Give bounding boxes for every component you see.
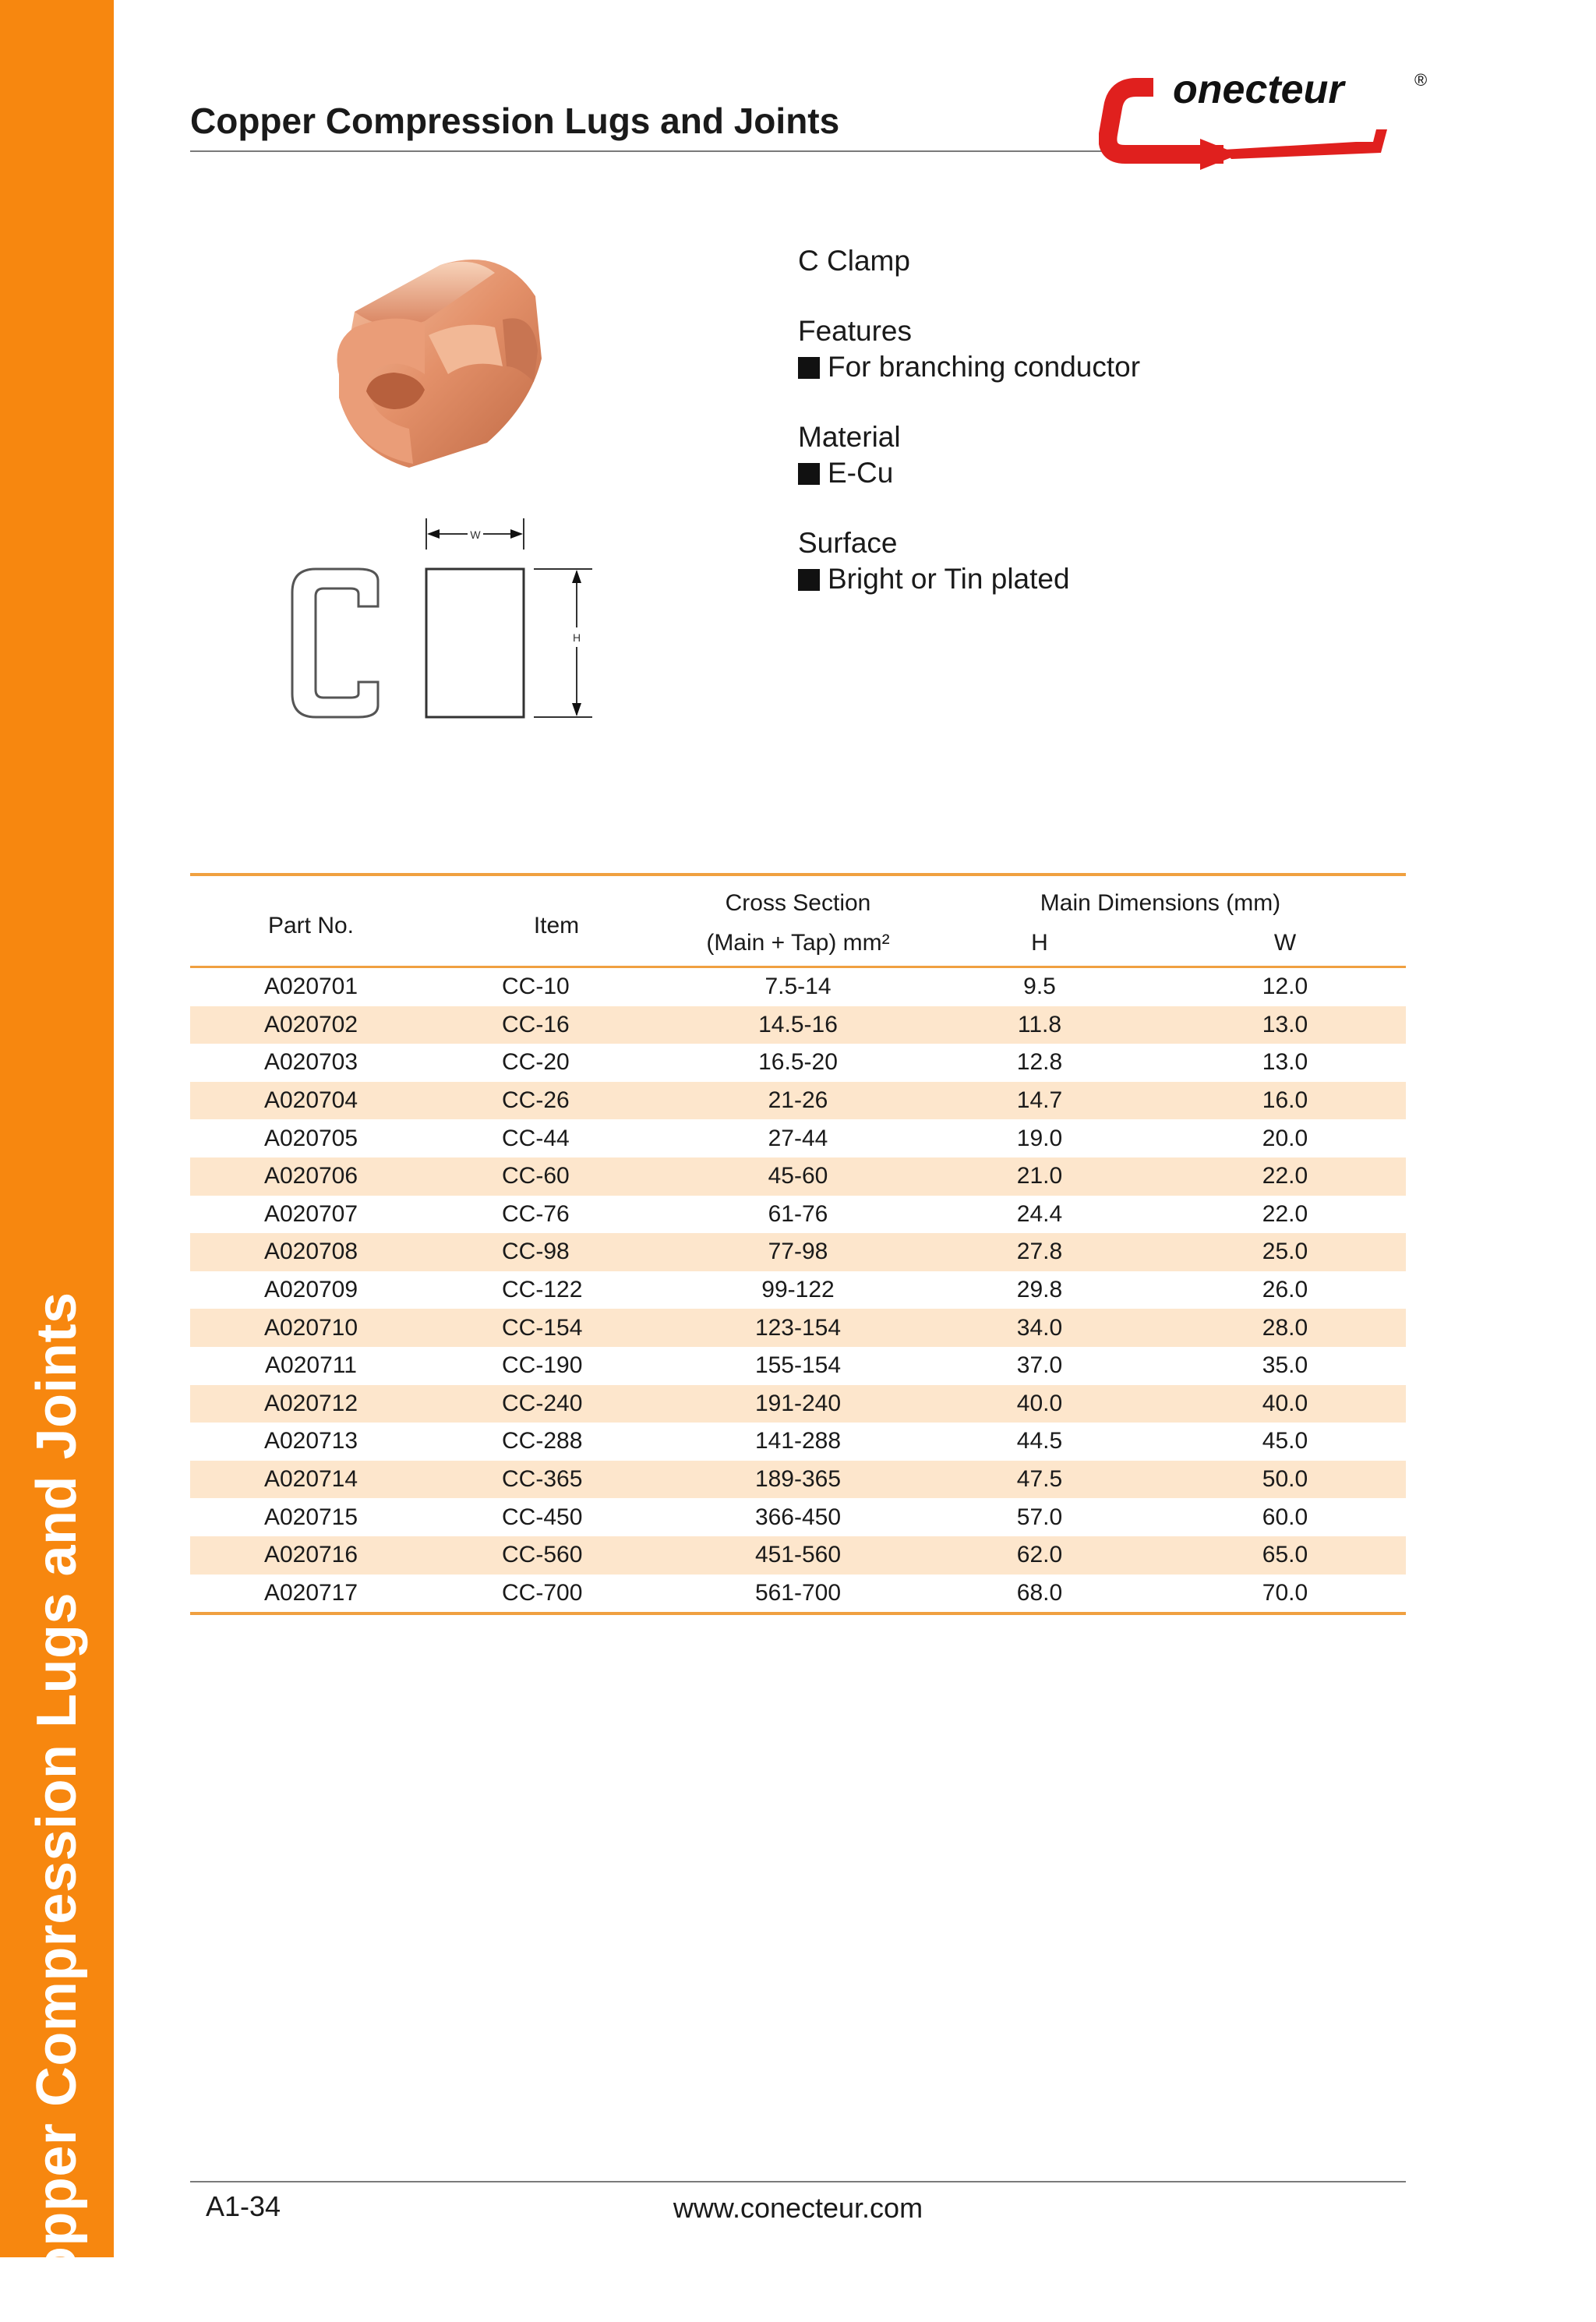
features-heading: Features <box>798 315 913 347</box>
header-part-no: Part No. <box>190 875 432 967</box>
table-row <box>190 1157 1406 1196</box>
side-view-rect <box>426 569 524 717</box>
cell-item: CC-240 <box>432 1385 681 1423</box>
table-row <box>190 1233 1406 1271</box>
product-name-block <box>798 243 1140 279</box>
table-row <box>190 1044 1406 1082</box>
cell-part-no: A020714 <box>190 1461 432 1499</box>
cell-w: 22.0 <box>1262 1200 1308 1227</box>
surface-item: Bright or Tin plated <box>798 561 1140 597</box>
cell-h: 40.0 <box>915 1385 1164 1423</box>
cell-part-no: A020701 <box>263 974 358 1000</box>
header-cross-section: Cross Section <box>681 875 915 921</box>
cell-w: 12.0 <box>1262 974 1308 1000</box>
bullet-square-icon <box>798 569 820 591</box>
cell-h: 24.4 <box>1016 1200 1063 1227</box>
cell-h: 57.0 <box>1016 1504 1063 1530</box>
table-row <box>190 1006 1406 1044</box>
bullet-square-icon <box>798 463 820 485</box>
cell-w: 50.0 <box>1164 1461 1406 1499</box>
table-row <box>190 1498 1406 1536</box>
cell-item: CC-700 <box>432 1575 681 1614</box>
cell-part-no: A020717 <box>190 1575 432 1614</box>
cell-cross-section: 77-98 <box>681 1233 915 1271</box>
w-dimension-label: W <box>470 528 481 541</box>
cell-w: 20.0 <box>1262 1125 1308 1151</box>
table-row <box>190 1119 1406 1157</box>
cell-cross-section: 99-122 <box>761 1277 835 1303</box>
header-cross-section-sub: (Main + Tap) mm² <box>681 921 915 967</box>
product-spec <box>798 243 1140 631</box>
feature-item: For branching conductor <box>798 349 1140 385</box>
cell-h: 47.5 <box>915 1461 1164 1499</box>
spec-table <box>190 873 1406 1615</box>
cell-part-no: A020715 <box>263 1504 358 1530</box>
cell-item: CC-122 <box>502 1277 583 1303</box>
cell-cross-section: 141-288 <box>754 1428 842 1454</box>
cell-cross-section: 21-26 <box>681 1082 915 1120</box>
table-row <box>190 1196 1406 1234</box>
h-arrow-top-icon <box>572 570 581 583</box>
cell-w: 13.0 <box>1262 1049 1308 1076</box>
page-title: Copper Compression Lugs and Joints <box>190 101 840 141</box>
cell-h: 44.5 <box>1016 1428 1063 1454</box>
cell-h: 34.0 <box>915 1309 1164 1347</box>
cell-w: 70.0 <box>1164 1575 1406 1614</box>
material-block <box>798 419 1140 491</box>
cell-h: 62.0 <box>915 1536 1164 1575</box>
table-row <box>190 967 1406 1006</box>
surface-heading: Surface <box>798 527 898 559</box>
cell-item: CC-450 <box>502 1504 583 1530</box>
bullet-square-icon <box>798 357 820 379</box>
table-row <box>190 1385 1406 1423</box>
cell-h: 11.8 <box>915 1006 1164 1044</box>
table-row <box>190 1082 1406 1120</box>
cell-w: 60.0 <box>1262 1504 1308 1530</box>
h-arrow-bottom-icon <box>572 703 581 716</box>
cell-w: 26.0 <box>1262 1277 1308 1303</box>
cell-cross-section: 45-60 <box>681 1157 915 1196</box>
cell-cross-section: 366-450 <box>754 1504 842 1530</box>
cell-part-no: A020703 <box>263 1049 358 1076</box>
footer-divider <box>190 2181 1406 2182</box>
cell-part-no: A020709 <box>263 1277 358 1303</box>
cell-cross-section: 155-154 <box>754 1352 842 1379</box>
cell-cross-section: 16.5-20 <box>758 1049 838 1076</box>
cell-item: CC-190 <box>502 1352 583 1379</box>
cell-cross-section: 27-44 <box>768 1125 828 1151</box>
features-block <box>798 313 1140 385</box>
logo-underline <box>1223 129 1387 159</box>
cell-cross-section: 451-560 <box>681 1536 915 1575</box>
cell-cross-section: 189-365 <box>681 1461 915 1499</box>
table-row <box>190 1536 1406 1575</box>
title-divider <box>190 150 1102 152</box>
material-item: E-Cu <box>798 455 1140 491</box>
cell-item: CC-98 <box>432 1233 681 1271</box>
material-heading: Material <box>798 421 901 453</box>
cell-item: CC-76 <box>502 1200 570 1227</box>
registered-mark: ® <box>1414 70 1428 90</box>
cell-item: CC-288 <box>502 1428 583 1454</box>
cell-item: CC-26 <box>432 1082 681 1120</box>
cell-h: 9.5 <box>1023 974 1056 1000</box>
w-arrow-right-icon <box>510 529 523 539</box>
cell-part-no: A020704 <box>190 1082 432 1120</box>
table-row <box>190 1461 1406 1499</box>
cell-w: 25.0 <box>1164 1233 1406 1271</box>
cell-item: CC-20 <box>502 1049 570 1076</box>
c-profile-outline <box>292 569 378 717</box>
surface-block <box>798 525 1140 597</box>
cell-h: 12.8 <box>1016 1049 1063 1076</box>
cell-w: 13.0 <box>1164 1006 1406 1044</box>
product-name: C Clamp <box>798 245 910 277</box>
cell-w: 28.0 <box>1164 1309 1406 1347</box>
cell-w: 65.0 <box>1164 1536 1406 1575</box>
footer-url-link[interactable]: www.conecteur.com <box>673 2192 923 2224</box>
header-main-dimensions: Main Dimensions (mm) <box>915 875 1406 921</box>
cell-part-no: A020716 <box>190 1536 432 1575</box>
dimension-drawing <box>281 507 608 740</box>
w-arrow-left-icon <box>427 529 440 539</box>
cell-cross-section: 7.5-14 <box>764 974 832 1000</box>
side-title: Copper Compression Lugs and Joints <box>26 1292 88 2322</box>
table-row <box>190 1347 1406 1385</box>
cell-part-no: A020713 <box>263 1428 358 1454</box>
cell-h: 68.0 <box>915 1575 1164 1614</box>
header-h: H <box>915 921 1164 967</box>
cell-item: CC-16 <box>432 1006 681 1044</box>
cell-item: CC-154 <box>432 1309 681 1347</box>
side-bar <box>0 0 114 2322</box>
cell-h: 37.0 <box>1016 1352 1063 1379</box>
cell-w: 35.0 <box>1262 1352 1308 1379</box>
cell-part-no: A020702 <box>190 1006 432 1044</box>
cell-item: CC-10 <box>502 974 570 1000</box>
header-w: W <box>1164 921 1406 967</box>
cell-h: 27.8 <box>915 1233 1164 1271</box>
h-dimension-label: H <box>572 631 581 644</box>
c-clamp-photo <box>308 249 573 475</box>
cell-cross-section: 14.5-16 <box>681 1006 915 1044</box>
cell-part-no: A020707 <box>263 1200 358 1227</box>
table-row <box>190 1423 1406 1461</box>
logo-text: onecteur <box>1173 67 1344 112</box>
cell-h: 19.0 <box>1016 1125 1063 1151</box>
cell-item: CC-60 <box>432 1157 681 1196</box>
cell-cross-section: 561-700 <box>681 1575 915 1614</box>
table-row <box>190 1271 1406 1309</box>
cell-item: CC-44 <box>502 1125 570 1151</box>
cell-w: 16.0 <box>1164 1082 1406 1120</box>
cell-part-no: A020712 <box>190 1385 432 1423</box>
table-row <box>190 1575 1406 1614</box>
cell-h: 14.7 <box>915 1082 1164 1120</box>
page-number: A1-34 <box>206 2190 281 2222</box>
cell-item: CC-365 <box>432 1461 681 1499</box>
table-row <box>190 1309 1406 1347</box>
cell-part-no: A020710 <box>190 1309 432 1347</box>
cell-item: CC-560 <box>432 1536 681 1575</box>
header-item: Item <box>432 875 681 967</box>
cell-h: 21.0 <box>915 1157 1164 1196</box>
cell-part-no: A020706 <box>190 1157 432 1196</box>
cell-h: 29.8 <box>1016 1277 1063 1303</box>
cell-part-no: A020705 <box>263 1125 358 1151</box>
cell-w: 40.0 <box>1164 1385 1406 1423</box>
cell-part-no: A020711 <box>265 1352 357 1379</box>
cell-w: 45.0 <box>1262 1428 1308 1454</box>
cell-part-no: A020708 <box>190 1233 432 1271</box>
cell-cross-section: 191-240 <box>681 1385 915 1423</box>
conecteur-logo <box>1099 62 1442 171</box>
cell-cross-section: 61-76 <box>768 1200 828 1227</box>
cell-w: 22.0 <box>1164 1157 1406 1196</box>
cell-cross-section: 123-154 <box>681 1309 915 1347</box>
